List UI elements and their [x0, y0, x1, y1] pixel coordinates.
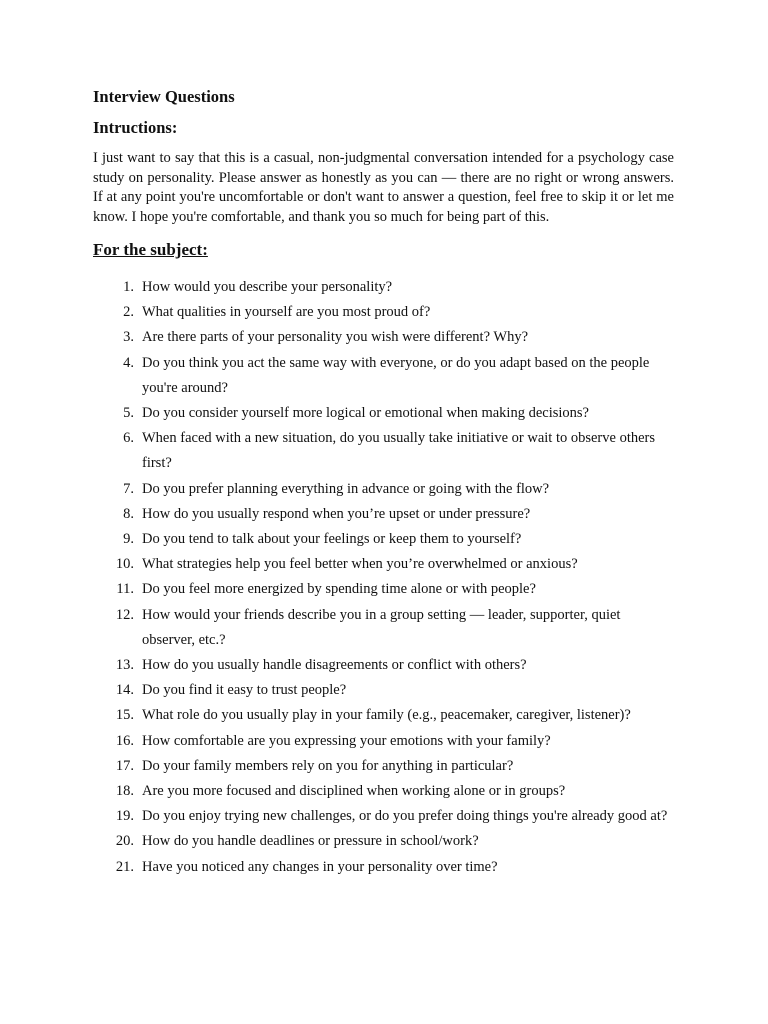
question-number: 7. — [123, 480, 134, 497]
question-number-cell — [93, 552, 134, 577]
question-number-cell — [93, 855, 134, 880]
instructions-paragraph: I just want to say that this is a casual, non-judgmental conversation intended for a psychology case study on personality. Please answer as honestly as you can — there are no right or wrong answers. If at any point you're uncomfortable or don't want to answer a question, feel free to skip it or let me know. I hope you're comfortable, and thank you so much for being part of this. — [93, 150, 674, 225]
question-number-cell — [93, 804, 134, 829]
question-text: Do you consider yourself more logical or emotional when making decisions? — [142, 405, 589, 422]
question-number: 8. — [123, 505, 134, 522]
question-number: 9. — [123, 531, 134, 548]
question-number-cell — [93, 426, 134, 476]
question-item — [93, 552, 674, 577]
question-list — [93, 275, 674, 880]
question-item — [93, 678, 674, 703]
question-number-cell — [93, 754, 134, 779]
question-item — [93, 754, 674, 779]
question-text: Do you enjoy trying new challenges, or do you prefer doing things you're already good at? — [142, 808, 668, 825]
question-item — [93, 653, 674, 678]
question-item — [93, 703, 674, 728]
question-item — [93, 779, 674, 804]
question-text: Do you find it easy to trust people? — [142, 682, 347, 699]
question-number-cell — [93, 527, 134, 552]
question-number: 11. — [116, 581, 134, 598]
question-number-cell — [93, 275, 134, 300]
question-text: Do you prefer planning everything in advance or going with the flow? — [142, 480, 550, 497]
question-number: 12. — [115, 606, 134, 623]
question-number: 13. — [115, 657, 134, 674]
question-number: 6. — [123, 430, 134, 447]
question-text: What strategies help you feel better when you’re overwhelmed or anxious? — [142, 556, 578, 573]
question-number: 17. — [115, 757, 134, 774]
question-number-cell — [93, 477, 134, 502]
question-text: What qualities in yourself are you most proud of? — [142, 304, 431, 321]
question-item — [93, 325, 674, 350]
question-text: Do you feel more energized by spending time alone or with people? — [142, 581, 536, 598]
question-number: 15. — [115, 707, 134, 724]
question-number-cell — [93, 779, 134, 804]
question-item — [93, 300, 674, 325]
question-number: 18. — [115, 783, 134, 800]
question-item — [93, 426, 674, 476]
question-number: 16. — [115, 732, 134, 749]
question-number-cell — [93, 703, 134, 728]
question-text: When faced with a new situation, do you usually take initiative or wait to observe others first? — [142, 430, 656, 472]
question-number-cell — [93, 603, 134, 653]
question-item — [93, 855, 674, 880]
document-page — [93, 86, 674, 880]
question-number: 3. — [123, 329, 134, 346]
question-item — [93, 804, 674, 829]
question-item — [93, 729, 674, 754]
question-number-cell — [93, 729, 134, 754]
question-number-cell — [93, 300, 134, 325]
question-text: How do you usually handle disagreements or conflict with others? — [142, 657, 527, 674]
instructions-heading: Intructions: — [93, 118, 178, 137]
question-number: 4. — [123, 354, 134, 371]
question-number: 2. — [123, 304, 134, 321]
question-number-cell — [93, 678, 134, 703]
question-number: 1. — [123, 279, 134, 295]
question-number: 5. — [123, 405, 134, 422]
question-item — [93, 603, 674, 653]
question-number: 14. — [115, 682, 134, 699]
question-item — [93, 477, 674, 502]
question-text: How would your friends describe you in a group setting — leader, supporter, quiet observer, etc.? — [142, 606, 621, 648]
question-item — [93, 502, 674, 527]
question-text: Have you noticed any changes in your personality over time? — [142, 858, 498, 875]
question-text: How do you usually respond when you’re upset or under pressure? — [142, 505, 531, 522]
question-number-cell — [93, 401, 134, 426]
question-text: Do your family members rely on you for anything in particular? — [142, 757, 514, 774]
question-number-cell — [93, 325, 134, 350]
document-title: Interview Questions — [93, 87, 235, 106]
question-number-cell — [93, 502, 134, 527]
question-number: 10. — [115, 556, 134, 573]
section-heading: For the subject: — [93, 240, 208, 259]
question-item — [93, 829, 674, 854]
question-item — [93, 275, 674, 300]
question-text: How would you describe your personality? — [142, 279, 393, 295]
question-number-cell — [93, 351, 134, 401]
question-text: How do you handle deadlines or pressure in school/work? — [142, 833, 479, 850]
question-number: 20. — [115, 833, 134, 850]
question-item — [93, 351, 674, 401]
question-number: 21. — [115, 858, 134, 875]
question-item — [93, 527, 674, 552]
question-text: Do you tend to talk about your feelings or keep them to yourself? — [142, 531, 522, 548]
question-number-cell — [93, 653, 134, 678]
question-text: Are there parts of your personality you wish were different? Why? — [142, 329, 528, 346]
question-item — [93, 577, 674, 602]
question-number-cell — [93, 829, 134, 854]
question-number-cell — [93, 577, 134, 602]
question-number: 19. — [115, 808, 134, 825]
question-text: Do you think you act the same way with everyone, or do you adapt based on the people you're around? — [142, 354, 650, 396]
question-text: What role do you usually play in your family (e.g., peacemaker, caregiver, listener)? — [142, 707, 631, 724]
question-text: How comfortable are you expressing your emotions with your family? — [142, 732, 551, 749]
question-text: Are you more focused and disciplined when working alone or in groups? — [142, 783, 566, 800]
question-item — [93, 401, 674, 426]
